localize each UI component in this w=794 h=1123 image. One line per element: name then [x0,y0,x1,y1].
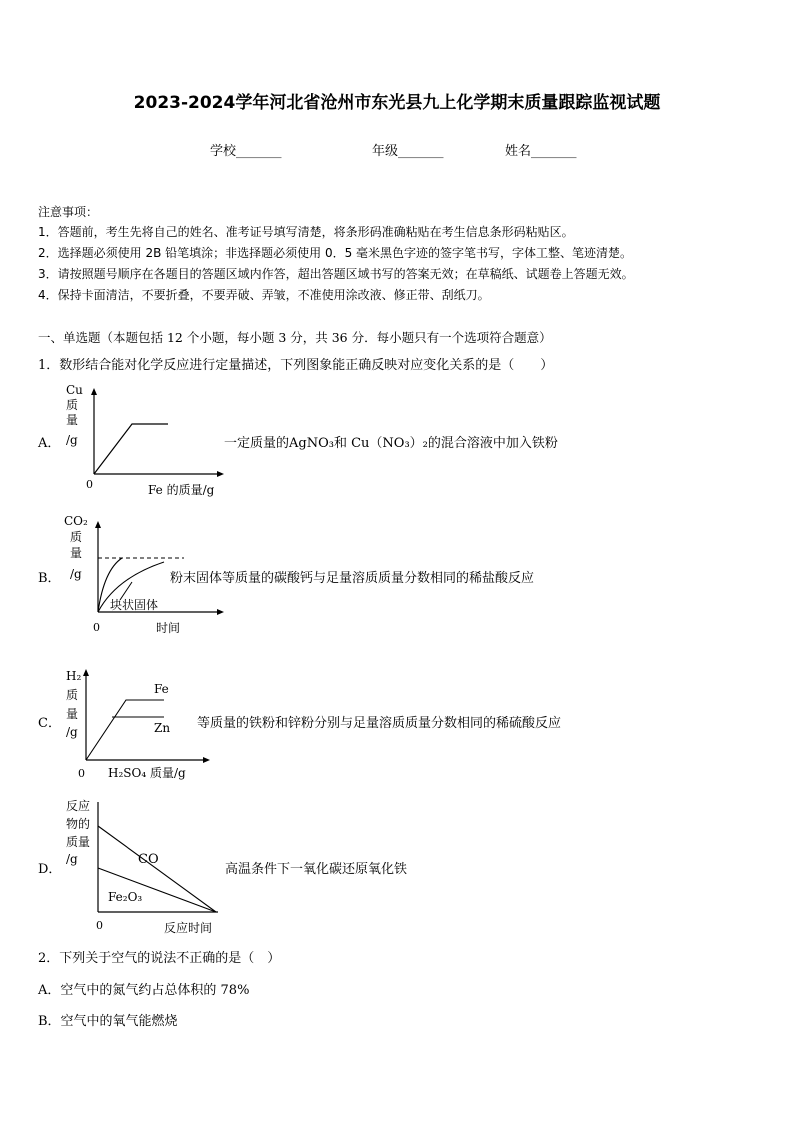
option-c-text: 等质量的铁粉和锌粉分别与足量溶质质量分数相同的稀硫酸反应 [197,716,562,731]
graph-c-origin: 0 [78,767,85,780]
graph-b-ylabel-1: CO₂ [64,514,88,528]
graph-a-curve [94,424,168,474]
graph-d-ylabel-2: 物的 [66,817,91,831]
graph-b-ylabel-4: /g [70,567,82,581]
name-field: 姓名_______ [505,144,577,159]
graph-c-ylabel-1: H₂ [66,669,82,683]
graph-a-ylabel-4: /g [66,433,78,447]
question-2-option-b: B．空气中的氧气能燃烧 [38,1014,178,1029]
graph-c-fe-label: Fe [154,682,169,696]
graph-d-xlabel: 反应时间 [164,921,213,935]
graph-b-origin: 0 [93,621,100,634]
graph-c-x-arrow [203,757,210,763]
graph-d [60,796,230,936]
option-c-letter: C． [38,716,61,731]
graph-a-ylabel-1: Cu [66,383,83,397]
graph-d-origin: 0 [96,919,103,932]
option-b-text: 粉末固体等质量的碳酸钙与足量溶质质量分数相同的稀盐酸反应 [170,571,535,586]
grade-field: 年级_______ [372,144,444,159]
graph-c-y-arrow [83,669,89,676]
section-heading: 一、单选题（本题包括 12 个小题，每小题 3 分，共 36 分．每小题只有一个选项符合题意） [38,330,552,345]
note-item-4: 4．保持卡面清洁，不要折叠，不要弄破、弄皱，不准使用涂改液、修正带、刮纸刀。 [38,288,490,302]
graph-d-ylabel-1: 反应 [66,799,91,813]
note-item-1: 1．答题前，考生先将自己的姓名、准考证号填写清楚，将条形码准确粘贴在考生信息条形码粘贴区。 [38,225,574,239]
note-item-2: 2．选择题必须使用 2B 铅笔填涂；非选择题必须使用 0．5 毫米黑色字迹的签字笔书写，字体工整、笔迹清楚。 [38,246,633,260]
school-field: 学校_______ [210,144,282,159]
page-title: 2023-2024学年河北省沧州市东光县九上化学期末质量跟踪监视试题 [133,93,661,113]
option-a-letter: A． [38,436,61,451]
option-b-letter: B． [38,571,61,586]
question-2-option-a: A．空气中的氮气约占总体积的 78% [38,983,250,998]
graph-c-ylabel-4: /g [66,725,78,739]
graph-b-y-arrow [95,521,101,528]
graph-c-ylabel-3: 量 [66,707,79,721]
graph-c-ylabel-2: 质 [66,688,79,702]
graph-b-curve-label: 块状固体 [110,598,159,612]
question-2-stem: 2．下列关于空气的说法不正确的是（ ） [38,951,281,966]
option-d-letter: D． [38,862,62,877]
graph-d-co-label: CO [138,852,159,867]
graph-a-y-arrow [91,388,97,395]
graph-a-x-arrow [217,471,224,477]
graph-d-ylabel-3: 质量 [66,835,91,849]
graph-b-x-arrow [217,609,224,615]
graph-a-origin: 0 [86,478,93,491]
option-d-text: 高温条件下一氧化碳还原氧化铁 [225,862,408,877]
graph-a-ylabel-3: 量 [66,413,79,427]
graph-b-ylabel-2: 质 [70,530,83,544]
note-item-3: 3．请按照题号顺序在各题目的答题区域内作答，超出答题区域书写的答案无效；在草稿纸、试题卷上答题无效。 [38,267,634,281]
question-1-stem: 1．数形结合能对化学反应进行定量描述，下列图象能正确反映对应变化关系的是（ ） [38,358,554,373]
graph-c-xlabel: H₂SO₄ 质量/g [108,766,186,780]
graph-a-xlabel: Fe 的质量/g [148,483,215,497]
option-a-text: 一定质量的AgNO₃和 Cu（NO₃）₂的混合溶液中加入铁粉 [224,436,558,451]
graph-d-fe2o3-label: Fe₂O₃ [108,890,143,904]
graph-b-xlabel: 时间 [156,621,181,635]
graph-d-ylabel-4: /g [66,852,78,866]
graph-c-fe-line [86,700,164,760]
notes-heading: 注意事项： [38,205,99,219]
graph-c-zn-label: Zn [154,721,171,735]
graph-b-ylabel-3: 量 [70,546,83,560]
graph-a-ylabel-2: 质 [66,398,79,412]
graph-a [60,378,230,498]
